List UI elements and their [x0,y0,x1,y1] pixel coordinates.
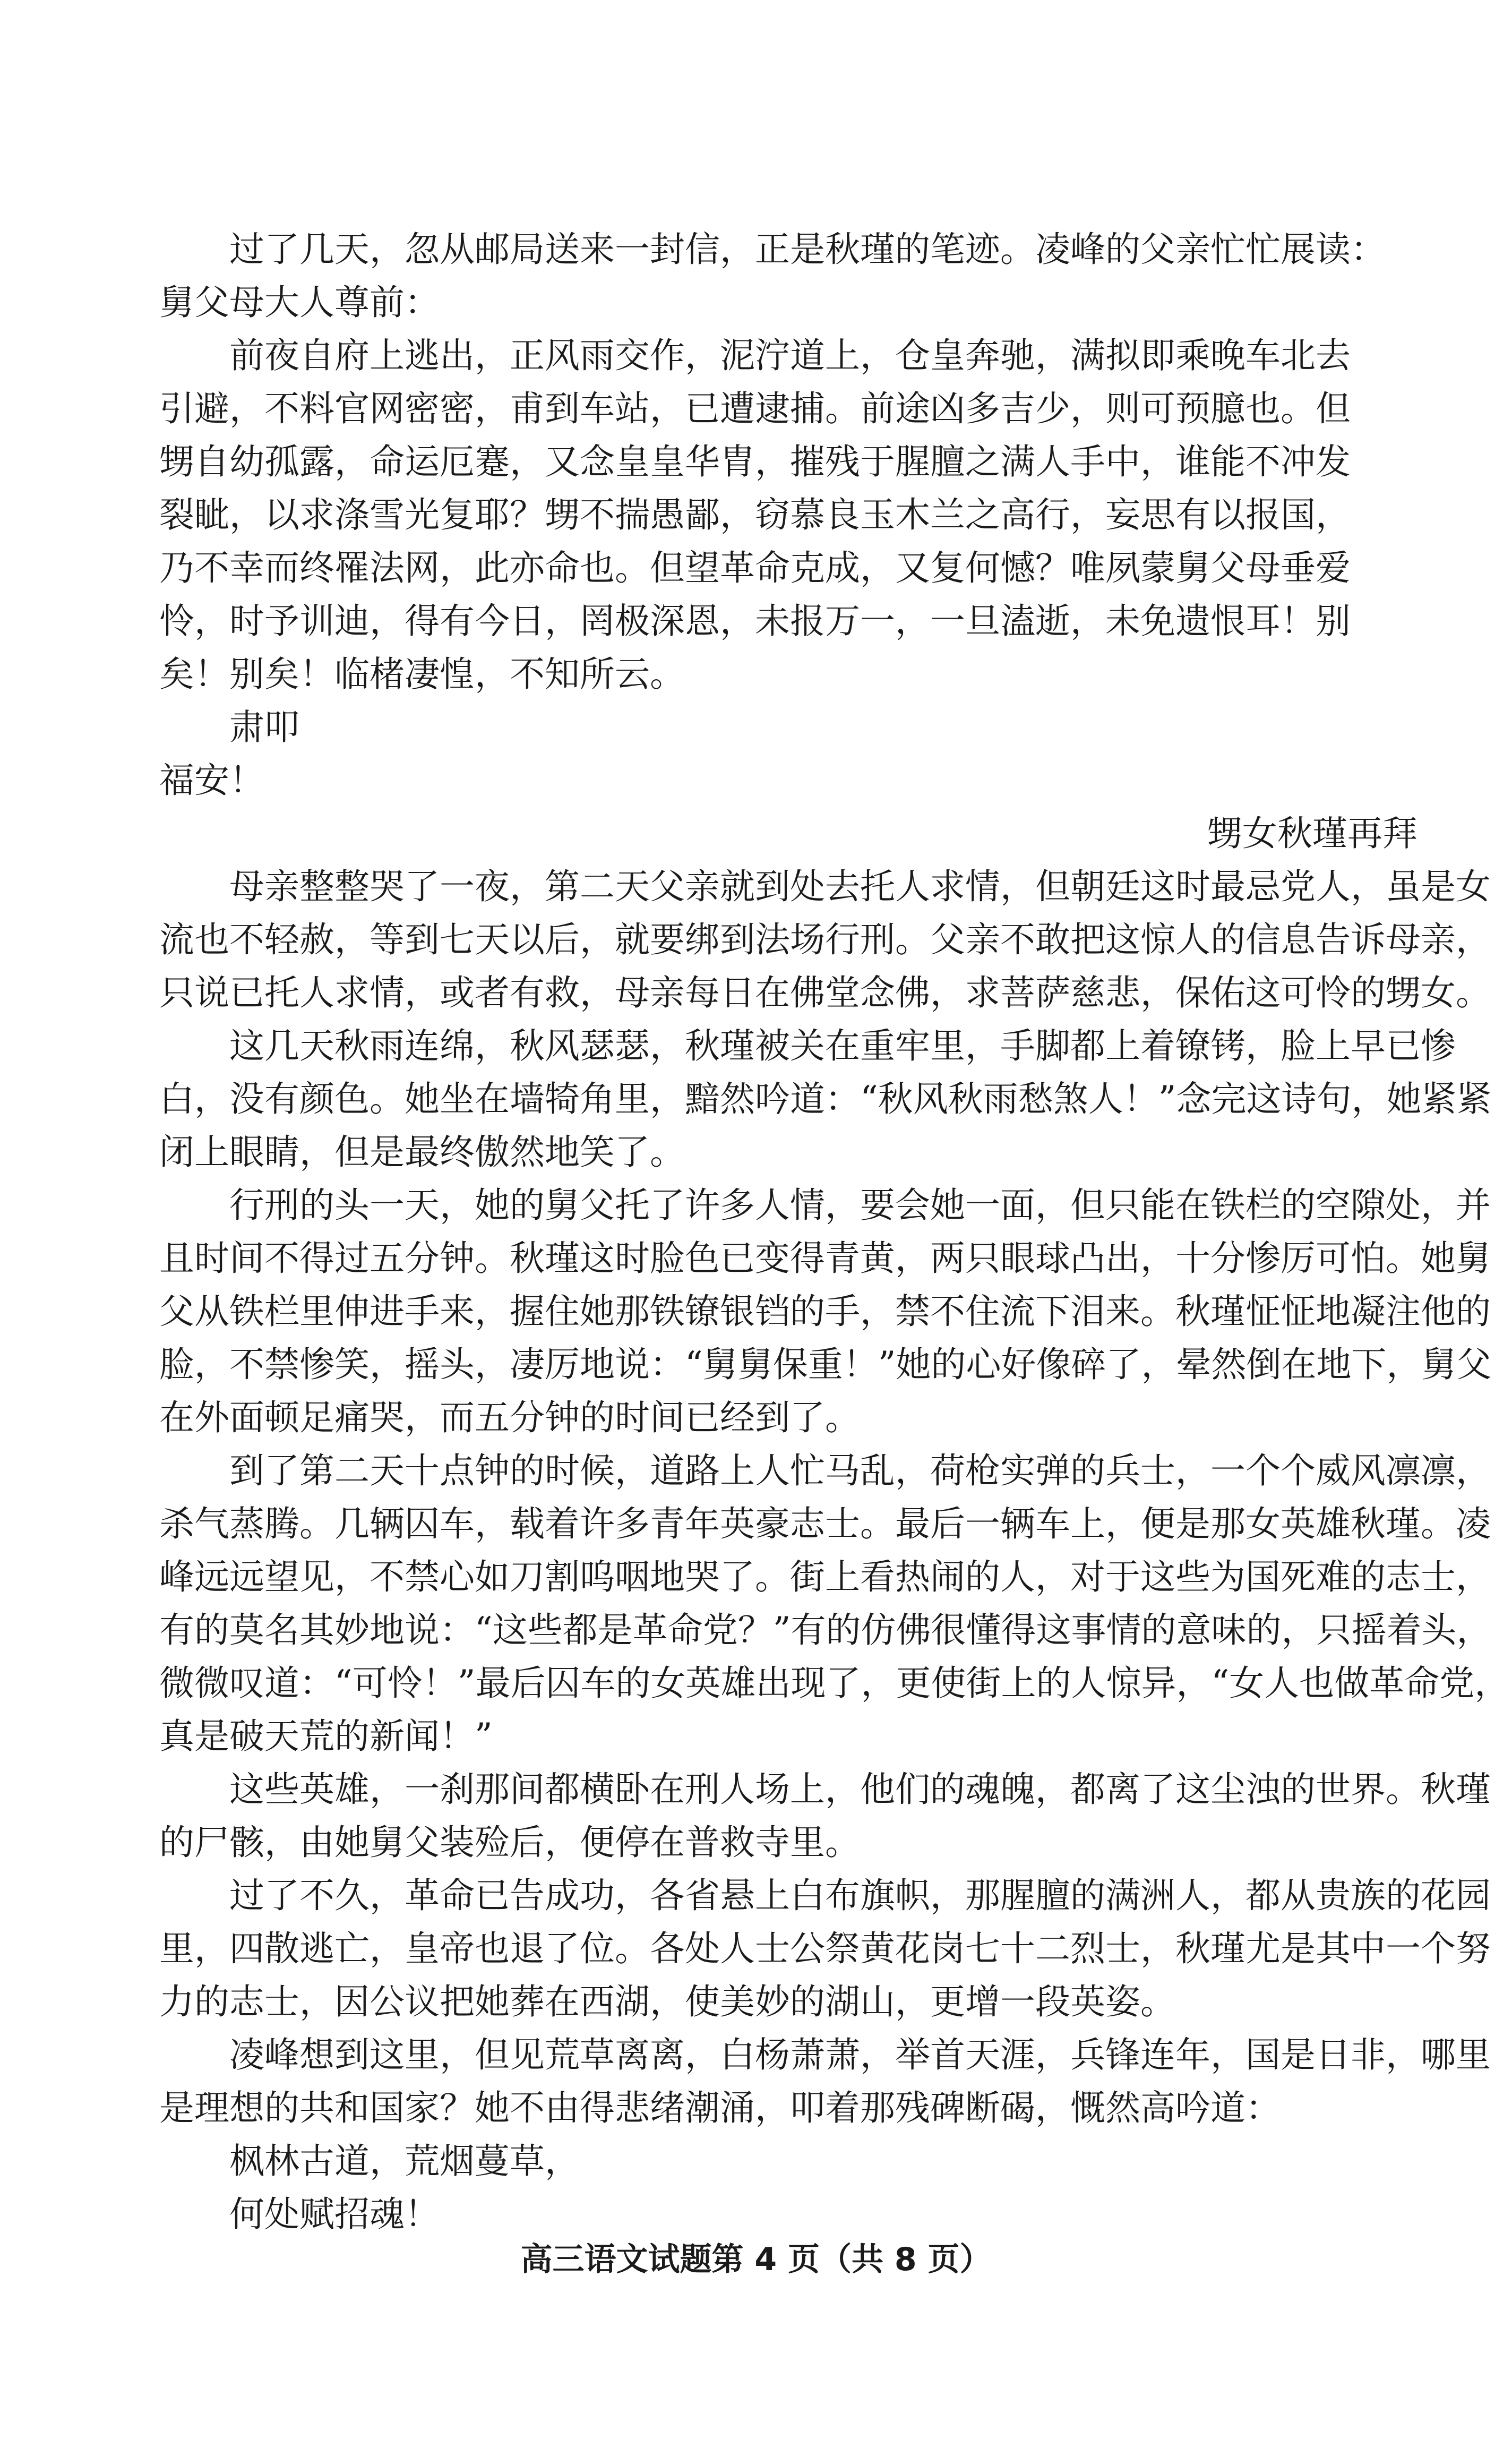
poem-line: 何处赋招魂！ [229,2194,440,2235]
paragraph-line: 这几天秋雨连绵，秋风瑟瑟，秋瑾被关在重牢里，手脚都上着镣铐，脸上早已惨 [229,1025,1456,1066]
letter-closing: 肃叩 [229,707,299,748]
passage-text [159,223,1510,2241]
paragraph-line: 有的莫名其妙地说：“这些都是革命党？”有的仿佛很懂得这事情的意味的，只摇着头， [159,1610,1492,1650]
letter-line: 引避，不料官网密密，甫到车站，已遭逮捕。前途凶多吉少，则可预臆也。但 [159,388,1351,429]
paragraph-line: 且时间不得过五分钟。秋瑾这时脸色已变得青黄，两只眼球凸出，十分惨厉可怕。她舅 [159,1238,1491,1279]
paragraph-2 [159,1020,1492,1179]
letter-salutation: 舅父母大人尊前： [159,282,440,323]
paragraph-line: 行刑的头一天，她的舅父托了许多人情，要会她一面，但只能在铁栏的空隙处，并 [229,1185,1491,1226]
paragraph-line: 的尸骸，由她舅父装殓后，便停在普救寺里。 [159,1822,860,1863]
paragraph-line: 微微叹道：“可怜！”最后囚车的女英雄出现了，更使街上的人惊异，“女人也做革命党， [159,1663,1510,1704]
letter-closing-blessing: 福安！ [159,760,264,801]
paragraph-line: 到了第二天十点钟的时候，道路上人忙马乱，荷枪实弹的兵士，一个个威风凛凛， [229,1450,1491,1491]
paragraph-line: 只说已托人求情，或者有救，母亲每日在佛堂念佛，求菩萨慈悲，保佑这可怜的甥女。 [159,972,1491,1013]
paragraph-7 [159,2029,1491,2135]
paragraph-line: 杀气蒸腾。几辆囚车，载着许多青年英豪志士。最后一辆车上，便是那女英雄秋瑾。凌 [159,1503,1491,1544]
paragraph-1 [159,860,1491,1020]
paragraph-line: 凌峰想到这里，但见荒草离离，白杨萧萧，举首天涯，兵锋连年，国是日非，哪里 [229,2034,1491,2075]
paragraph-line: 过了不久，革命已告成功，各省悬上白布旗帜，那腥膻的满洲人，都从贵族的花园 [229,1875,1491,1916]
letter-line: 甥自幼孤露，命运厄蹇，又念皇皇华胄，摧残于腥膻之满人手中，谁能不冲发 [159,441,1351,482]
paragraph-line: 里，四散逃亡，皇帝也退了位。各处人士公祭黄花岗七十二烈士，秋瑾尤是其中一个努 [159,1928,1491,1969]
paragraph-line: 父从铁栏里伸进手来，握住她那铁镣银铛的手，禁不住流下泪来。秋瑾怔怔地凝注他的 [159,1291,1491,1332]
paragraph-line: 脸，不禁惨笑，摇头，凄厉地说：“舅舅保重！”她的心好像碎了，晕然倒在地下，舅父 [159,1344,1492,1385]
paragraph-line: 力的志士，因公议把她葬在西湖，使美妙的湖山，更增一段英姿。 [159,1981,1175,2022]
letter-body [159,329,1433,701]
letter-line: 前夜自府上逃出，正风雨交作，泥泞道上，仓皇奔驰，满拟即乘晚车北去 [229,335,1351,376]
letter-intro: 过了几天，忽从邮局送来一封信，正是秋瑾的笔迹。凌峰的父亲忙忙展读： [229,229,1386,270]
letter-line: 乃不幸而终罹法网，此亦命也。但望革命克成，又复何憾？唯夙蒙舅父母垂爱 [159,547,1351,588]
paragraph-line: 流也不轻赦，等到七天以后，就要绑到法场行刑。父亲不敢把这惊人的信息告诉母亲， [159,919,1491,960]
paragraph-line: 这些英雄，一刹那间都横卧在刑人场上，他们的魂魄，都离了这尘浊的世界。秋瑾 [229,1769,1491,1810]
page-footer: 高三语文试题第 4 页（共 8 页） [520,2241,992,2278]
paragraph-line: 真是破天荒的新闻！” [159,1716,493,1757]
poem-line: 枫林古道，荒烟蔓草， [229,2141,580,2181]
paragraph-line: 白，没有颜色。她坐在墙犄角里，黯然吟道：“秋风秋雨愁煞人！”念完这诗句，她紧紧 [159,1079,1492,1119]
paragraph-line: 峰远远望见，不禁心如刀割呜咽地哭了。街上看热闹的人，对于这些为国死难的志士， [159,1556,1491,1597]
letter-signature: 甥女秋瑾再拜 [1207,813,1418,854]
letter-line: 矣！别矣！临楮凄惶，不知所云。 [159,654,685,695]
paragraph-line: 母亲整整哭了一夜，第二天父亲就到处去托人求情，但朝廷这时最忌党人，虽是女 [229,866,1491,907]
paragraph-line: 是理想的共和国家？她不由得悲绪潮涌，叩着那残碑断碣，慨然高吟道： [159,2087,1281,2128]
paragraph-3 [159,1179,1492,1444]
letter-line: 裂眦，以求涤雪光复耶？甥不揣愚鄙，窃慕良玉木兰之高行，妄思有以报国， [159,494,1351,535]
paragraph-5 [159,1763,1491,1869]
paragraph-line: 闭上眼睛，但是最终傲然地笑了。 [159,1132,685,1173]
paragraph-line: 在外面顿足痛哭，而五分钟的时间已经到了。 [159,1397,860,1438]
paragraph-6 [159,1869,1491,2029]
poem [159,2135,1433,2241]
paragraph-4 [159,1444,1510,1763]
letter-line: 怜，时予训迪，得有今日，罔极深恩，未报万一，一旦溘逝，未免遗恨耳！别 [159,601,1351,641]
